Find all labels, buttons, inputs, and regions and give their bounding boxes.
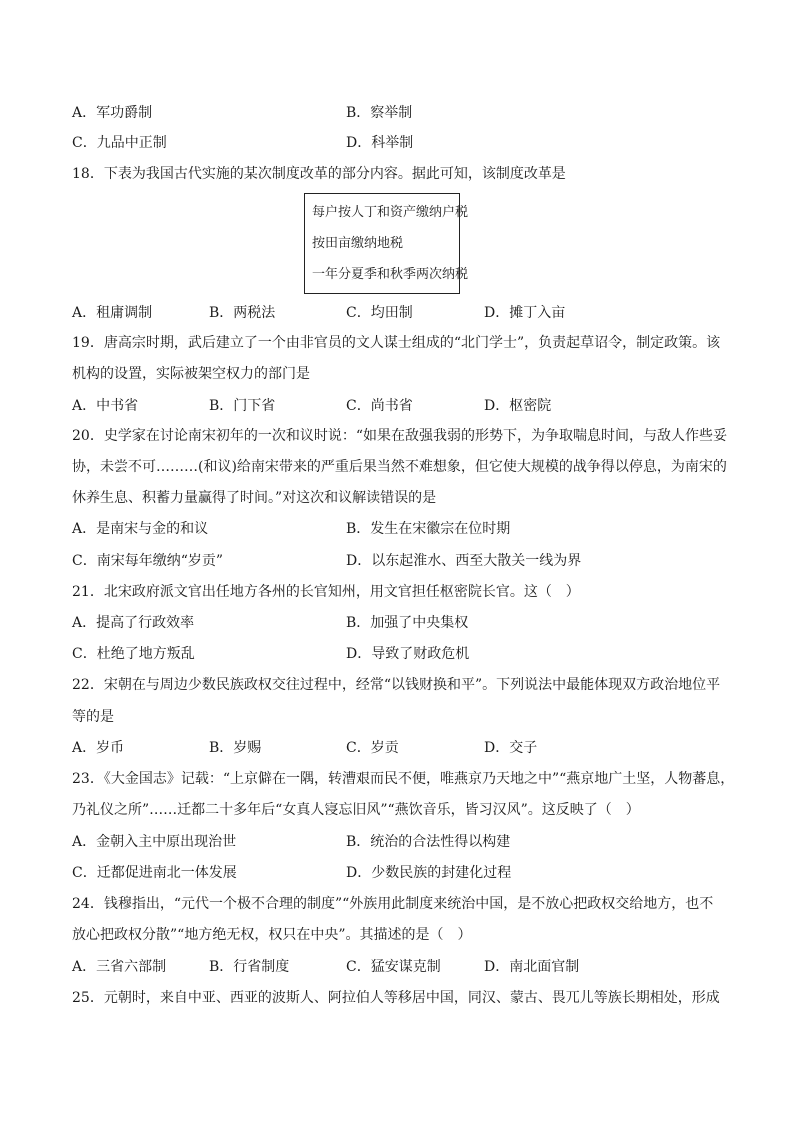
- q23-stem-line-2: 乃礼仪之所”……迁都二十多年后“女真人寖忘旧风”“燕饮音乐，皆习汉风”。这反映了（ ）: [72, 802, 640, 818]
- q24-option-c: C．猛安谋克制: [346, 959, 441, 975]
- q21-option-b: B．加强了中央集权: [346, 615, 469, 631]
- q20-option-c: C．南宋每年缴纳“岁贡”: [72, 553, 224, 569]
- q23-option-c: C．迁都促进南北一体发展: [72, 865, 237, 881]
- q18-stem: 18．下表为我国古代实施的某次制度改革的部分内容。据此可知，该制度改革是: [72, 166, 566, 182]
- q20-option-b: B．发生在宋徽宗在位时期: [346, 521, 511, 537]
- q18-table-row: 每户按人丁和资产缴纳户税: [312, 205, 469, 220]
- q17-option-c: C．九品中正制: [72, 135, 167, 151]
- q17-option-d: D．科举制: [346, 135, 414, 151]
- q20-stem-line-1: 20．史学家在讨论南宋初年的一次和议时说：“如果在敌强我弱的形势下，为争取喘息时间，与敌人作些妥: [72, 428, 727, 444]
- q19-stem-line-1: 19．唐高宗时期，武后建立了一个由非官员的文人谋士组成的“北门学士”，负责起草诏令，制定政策。该: [72, 335, 721, 351]
- q22-stem-line-2: 等的是: [72, 709, 114, 725]
- q22-stem-line-1: 22．宋朝在与周边少数民族政权交往过程中，经常“以钱财换和平”。下列说法中最能体现双方政治地位平: [72, 677, 721, 693]
- q24-stem-line-1: 24．钱穆指出，“元代一个极不合理的制度”“外族用此制度来统治中国，是不放心把政权交给地方，也不: [72, 896, 714, 912]
- q18-table-row: 一年分夏季和秋季两次纳税: [312, 267, 469, 282]
- q19-option-a: A．中书省: [72, 398, 139, 414]
- q18-option-c: C．均田制: [346, 305, 413, 321]
- q24-option-b: B．行省制度: [209, 959, 290, 975]
- q22-option-d: D．交子: [484, 740, 538, 756]
- q21-option-c: C．杜绝了地方叛乱: [72, 646, 195, 662]
- q18-table-box: [304, 193, 469, 294]
- q22-option-c: C．岁贡: [346, 740, 399, 756]
- q24-option-d: D．南北面官制: [484, 959, 580, 975]
- q23-option-d: D．少数民族的封建化过程: [346, 865, 512, 881]
- q24-stem-line-2: 放心把政权分散”“地方绝无权，权只在中央”。其描述的是（ ）: [72, 927, 472, 943]
- q18-option-d: D．摊丁入亩: [484, 305, 566, 321]
- q22-option-b: B．岁赐: [209, 740, 262, 756]
- q23-option-a: A．金朝入主中原出现治世: [72, 834, 237, 850]
- q23-stem-line-1: 23．《大金国志》记载：“上京僻在一隅，转漕艰而民不便，唯燕京乃天地之中”“燕京地广土坚，人物蕃息，: [72, 771, 735, 787]
- q20-option-d: D．以东起淮水、西至大散关一线为界: [346, 553, 582, 569]
- q20-option-a: A．是南宋与金的和议: [72, 521, 209, 537]
- q20-stem-line-3: 休养生息、积蓄力量赢得了时间。”对这次和议解读错误的是: [72, 490, 437, 506]
- q17-option-a: A．军功爵制: [72, 105, 153, 121]
- q19-stem-line-2: 机构的设置，实际被架空权力的部门是: [72, 366, 310, 382]
- q20-stem-line-2: 协，未尝不可………(和议)给南宋带来的严重后果当然不难想象，但它使大规模的战争得以停息，为南宋的: [72, 459, 727, 475]
- q17-option-b: B．察举制: [346, 105, 413, 121]
- q19-option-c: C．尚书省: [346, 398, 413, 414]
- q21-option-d: D．导致了财政危机: [346, 646, 470, 662]
- q24-option-a: A．三省六部制: [72, 959, 167, 975]
- q25-stem-line-1: 25．元朝时，来自中亚、西亚的波斯人、阿拉伯人等移居中国，同汉、蒙古、畏兀儿等族长期相处，形成: [72, 990, 720, 1006]
- q18-option-a: A．租庸调制: [72, 305, 153, 321]
- q22-option-a: A．岁币: [72, 740, 125, 756]
- q23-option-b: B．统治的合法性得以构建: [346, 834, 511, 850]
- q21-option-a: A．提高了行政效率: [72, 615, 195, 631]
- q19-option-d: D．枢密院: [484, 398, 552, 414]
- q18-option-b: B．两税法: [209, 305, 276, 321]
- q18-table-row: 按田亩缴纳地税: [312, 236, 404, 251]
- q19-option-b: B．门下省: [209, 398, 276, 414]
- q21-stem: 21．北宋政府派文官出任地方各州的长官知州，用文官担任枢密院长官。这（ ）: [72, 584, 580, 600]
